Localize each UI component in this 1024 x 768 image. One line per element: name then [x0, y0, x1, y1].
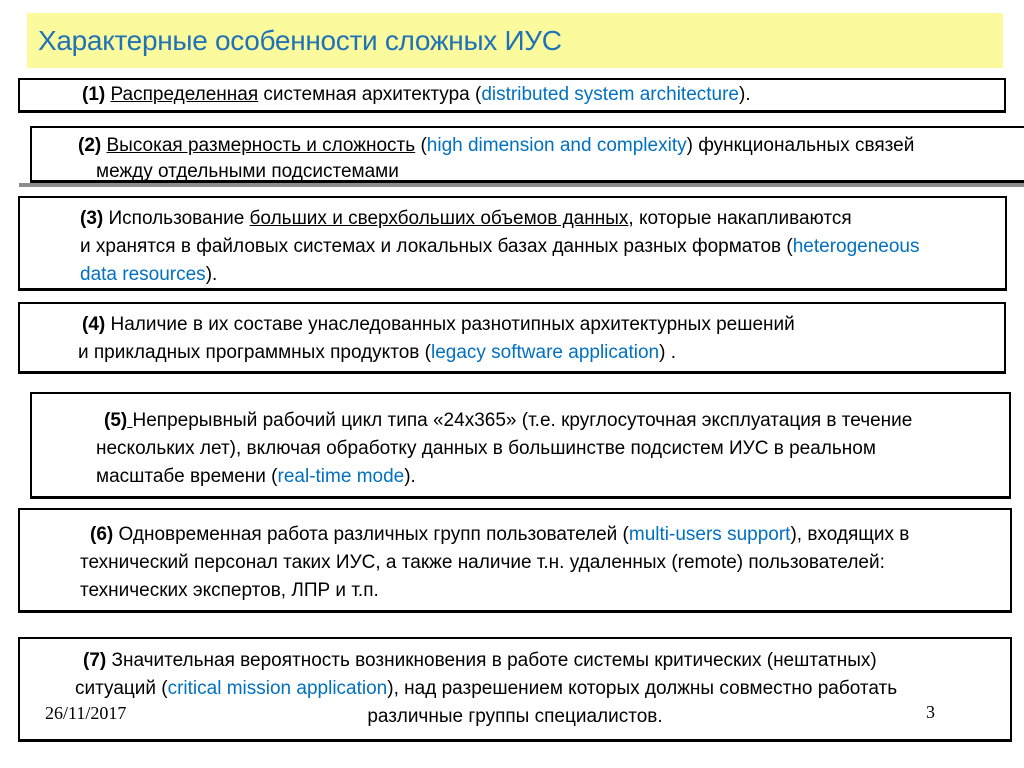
text-run: и прикладных программных продуктов ( [78, 342, 431, 363]
feature-box-1 [18, 78, 1006, 113]
feature-box-5-line-3 [32, 463, 1009, 491]
feature-box-7-line-3 [20, 703, 1010, 731]
text-run: ). [205, 264, 218, 285]
text-run-english-term: critical mission application [167, 678, 388, 699]
feature-box-4 [18, 302, 1006, 374]
slide-title: Характерные особенности сложных ИУС [38, 24, 562, 56]
text-run: технический персонал таких ИУС, а также наличие т.н. удаленных (remote) пользователей: [80, 552, 885, 573]
text-run-english-term: distributed system architecture [481, 84, 740, 105]
text-run-english-term: high dimension and complexity [426, 135, 687, 156]
text-run: Наличие в их составе унаследованных разнотипных архитектурных решений [110, 314, 795, 335]
feature-box-1-line-1 [20, 81, 1004, 109]
text-run: Значительная вероятность возникновения в работе системы критических (нештатных) [111, 650, 877, 671]
page-number: 3 [926, 702, 935, 722]
text-run: ), над разрешением которых должны совместно работать [387, 678, 898, 699]
text-run: Использование [108, 208, 250, 229]
feature-box-4-line-2 [20, 339, 1004, 367]
text-run-english-term: heterogeneous [792, 236, 920, 257]
text-run-english-term: data resources [80, 264, 206, 285]
feature-box-6-line-2 [20, 549, 1010, 577]
feature-box-3-line-1 [20, 205, 1005, 233]
text-run: Распределенная [110, 84, 259, 105]
text-run: Непрерывный рабочий цикл типа «24х365» (т.е. круглосуточная эксплуатация в течение [132, 410, 913, 431]
text-run: и хранятся в файловых системах и локальных базах данных разных форматов ( [80, 236, 793, 257]
text-run: больших и сверхбольших объемов данных [249, 208, 629, 229]
feature-box-2-line-2 [32, 159, 1024, 185]
title-banner [27, 13, 1003, 68]
slide-date: 26/11/2017 [45, 703, 127, 723]
text-run-english-term: legacy software application [430, 342, 660, 363]
text-run: ( [415, 135, 427, 156]
text-run: ) функциональных связей [686, 135, 915, 156]
feature-box-6 [18, 508, 1012, 613]
feature-box-6-line-3 [20, 577, 1010, 605]
text-run: (5) [104, 410, 128, 431]
text-run: (7) [83, 650, 112, 671]
feature-box-3-line-3 [20, 261, 1005, 289]
feature-box-7 [18, 637, 1012, 742]
feature-box-6-line-1 [20, 521, 1010, 549]
text-run: ). [739, 84, 751, 105]
text-run: (3) [80, 208, 109, 229]
text-run: системная архитектура ( [258, 84, 482, 105]
feature-box-3-line-2 [20, 233, 1005, 261]
text-run-english-term: real-time mode [277, 466, 405, 487]
text-run: масштабе времени ( [96, 466, 278, 487]
text-run-english-term: multi-users support [628, 524, 791, 545]
text-run: ), входящих в [790, 524, 910, 545]
text-run: различные группы специалистов. [367, 706, 663, 727]
text-run: (1) [82, 84, 111, 105]
feature-box-5-line-2 [32, 435, 1009, 463]
feature-box-3 [18, 196, 1007, 291]
feature-box-5 [30, 392, 1011, 499]
text-run: ). [404, 466, 416, 487]
text-run: нескольких лет), включая обработку данных в большинстве подсистем ИУС в реальном [96, 438, 876, 459]
text-run: технических экспертов, ЛПР и т.п. [80, 580, 379, 601]
feature-box-4-line-1 [20, 311, 1004, 339]
text-run: ситуаций ( [75, 678, 168, 699]
text-run: (2) [78, 135, 107, 156]
text-run: , которые накапливаются [628, 208, 852, 229]
feature-box-7-line-2 [20, 675, 1010, 703]
feature-box-2 [30, 126, 1024, 183]
feature-box-5-line-1 [32, 407, 1009, 435]
text-run: Одновременная работа различных групп пользователей ( [118, 524, 629, 545]
text-run: Высокая размерность и сложность [106, 135, 416, 156]
feature-box-2-line-1 [32, 133, 1024, 159]
text-run: между отдельными подсистемами [96, 161, 399, 182]
text-run: (4) [82, 314, 111, 335]
feature-box-7-line-1 [20, 647, 1010, 675]
text-run: ) . [659, 342, 676, 363]
text-run: (6) [90, 524, 119, 545]
